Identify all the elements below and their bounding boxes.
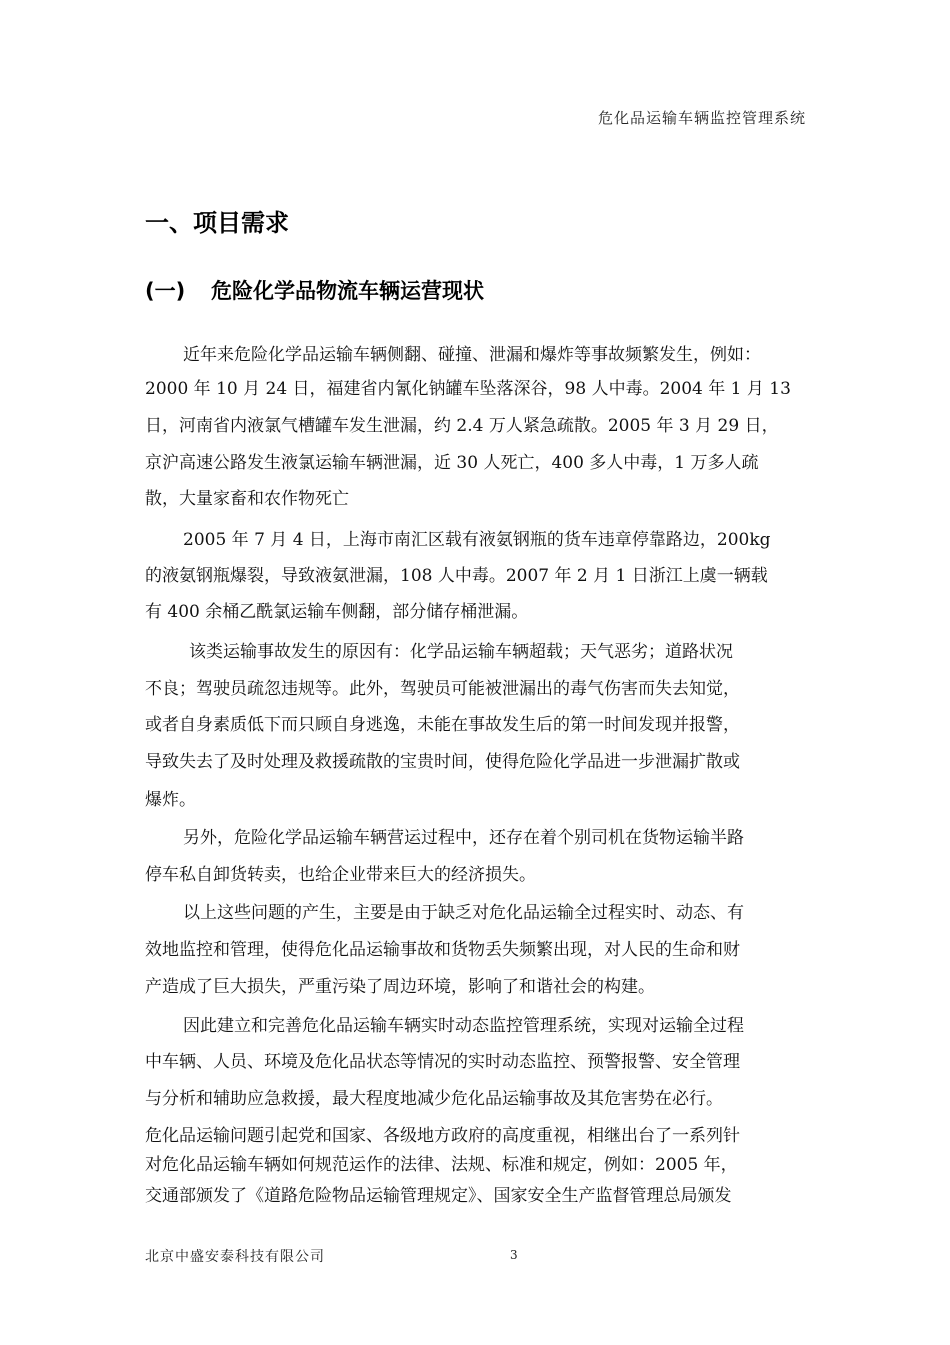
body-line: 日，河南省内液氯气槽罐车发生泄漏，约 2.4 万人紧急疏散。2005 年 3 月 29 日， — [145, 416, 779, 436]
subsection-title: 危险化学品物流车辆运营现状 — [211, 279, 484, 303]
subsection-heading — [145, 275, 484, 305]
body-line: 以上这些问题的产生，主要是由于缺乏对危化品运输全过程实时、动态、有 — [183, 903, 744, 923]
body-line: 散，大量家畜和农作物死亡 — [145, 489, 349, 509]
body-line: 不良；驾驶员疏忽违规等。此外，驾驶员可能被泄漏出的毒气伤害而失去知觉， — [145, 679, 740, 699]
body-line: 2000 年 10 月 24 日，福建省内氰化钠罐车坠落深谷，98 人中毒。2004 年 1 月 13 — [145, 379, 791, 399]
body-line: 因此建立和完善危化品运输车辆实时动态监控管理系统，实现对运输全过程 — [183, 1016, 744, 1036]
subsection-number: (一) — [145, 279, 186, 303]
body-line: 停车私自卸货转卖，也给企业带来巨大的经济损失。 — [145, 865, 536, 885]
body-line: 有 400 余桶乙酰氯运输车侧翻，部分储存桶泄漏。 — [145, 602, 529, 622]
body-line: 京沪高速公路发生液氯运输车辆泄漏，近 30 人死亡，400 多人中毒，1 万多人疏 — [145, 453, 759, 473]
body-line: 该类运输事故发生的原因有：化学品运输车辆超载；天气恶劣；道路状况 — [189, 642, 733, 662]
body-line: 近年来危险化学品运输车辆侧翻、碰撞、泄漏和爆炸等事故频繁发生，例如： — [183, 345, 761, 365]
body-line: 另外，危险化学品运输车辆营运过程中，还存在着个别司机在货物运输半路 — [183, 828, 744, 848]
page-header-title: 危化品运输车辆监控管理系统 — [597, 109, 806, 127]
section-heading: 一、项目需求 — [145, 209, 289, 237]
body-line: 爆炸。 — [145, 790, 196, 810]
body-line: 的液氨钢瓶爆裂，导致液氨泄漏，108 人中毒。2007 年 2 月 1 日浙江上虞一辆载 — [145, 566, 768, 586]
page-number: 3 — [510, 1248, 518, 1262]
body-line: 导致失去了及时处理及救援疏散的宝贵时间，使得危险化学品进一步泄漏扩散或 — [145, 752, 740, 772]
body-line: 对危化品运输车辆如何规范运作的法律、法规、标准和规定，例如：2005 年， — [145, 1155, 738, 1175]
body-line: 交通部颁发了《道路危险物品运输管理规定》、国家安全生产监督管理总局颁发 — [145, 1186, 732, 1206]
body-line: 中车辆、人员、环境及危化品状态等情况的实时动态监控、预警报警、安全管理 — [145, 1052, 740, 1072]
body-line: 与分析和辅助应急救援，最大程度地减少危化品运输事故及其危害势在必行。 — [145, 1089, 723, 1109]
body-line: 产造成了巨大损失，严重污染了周边环境，影响了和谐社会的构建。 — [145, 977, 655, 997]
body-line: 2005 年 7 月 4 日，上海市南汇区载有液氨钢瓶的货车违章停靠路边，200kg — [183, 530, 771, 550]
footer-company: 北京中盛安泰科技有限公司 — [145, 1249, 325, 1265]
body-line: 危化品运输问题引起党和国家、各级地方政府的高度重视，相继出台了一系列针 — [145, 1126, 740, 1146]
body-line: 或者自身素质低下而只顾自身逃逸，未能在事故发生后的第一时间发现并报警， — [145, 715, 740, 735]
body-line: 效地监控和管理，使得危化品运输事故和货物丢失频繁出现，对人民的生命和财 — [145, 940, 740, 960]
